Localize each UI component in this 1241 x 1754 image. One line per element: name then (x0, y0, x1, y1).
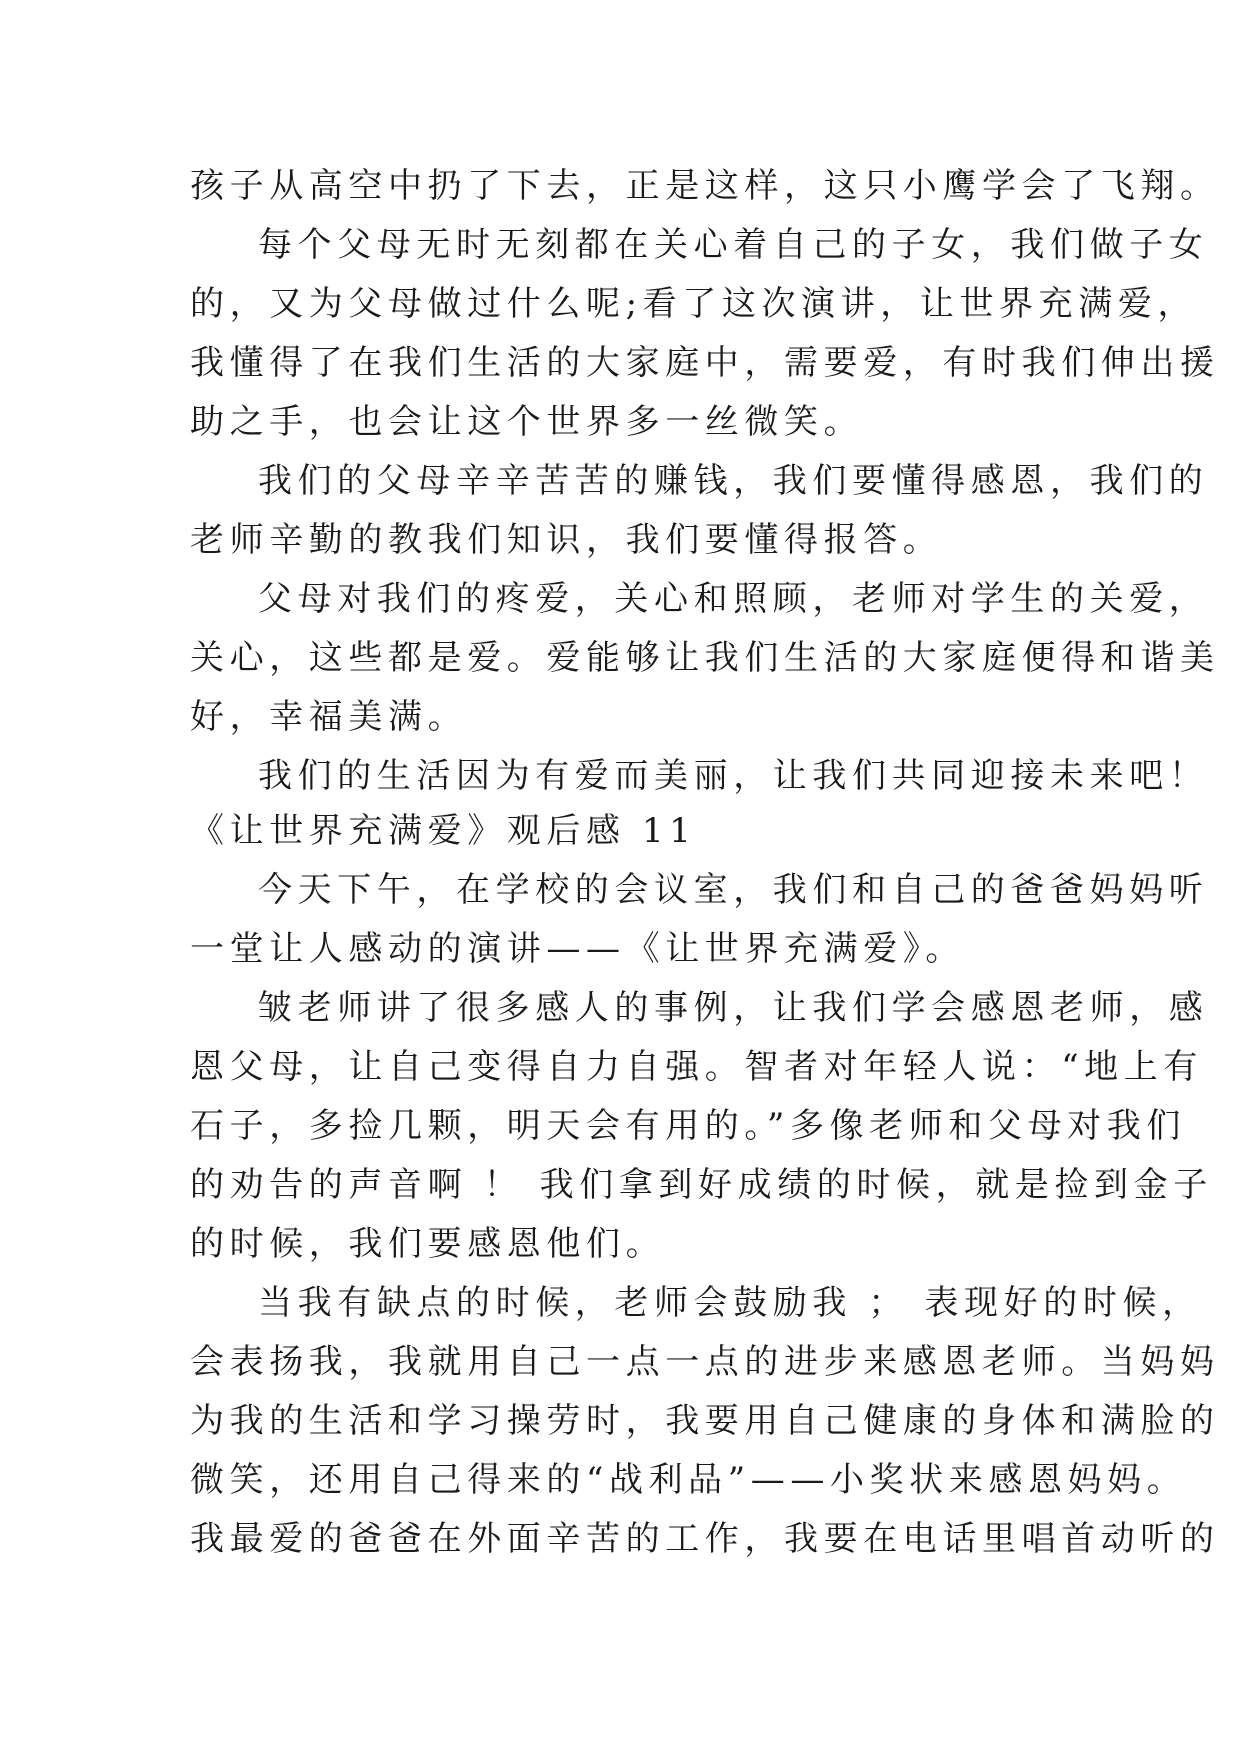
paragraph-first-line: 当我有缺点的时候，老师会鼓励我 ； 表现好的时候， (258, 1283, 1202, 1323)
text-line: 老师辛勤的教我们知识，我们要懂得报答。 (190, 520, 943, 560)
text-line: 助之手，也会让这个世界多一丝微笑。 (190, 402, 864, 442)
text-line: 一堂让人感动的演讲——《让世界充满爱》。 (190, 929, 965, 969)
text-line: 关心，这些都是爱。爱能够让我们生活的大家庭便得和谐美 (190, 638, 1220, 678)
paragraph-first-line: 每个父母无时无刻都在关心着自己的子女，我们做子女 (258, 225, 1209, 265)
paragraph-first-line: 今天下午，在学校的会议室，我们和自己的爸爸妈妈听 (258, 870, 1209, 910)
paragraph-first-line: 皱老师讲了很多感人的事例，让我们学会感恩老师，感 (258, 988, 1209, 1028)
text-line: 孩子从高空中扔了下去，正是这样，这只小鹰学会了飞翔。 (190, 166, 1220, 206)
paragraph-first-line: 父母对我们的疼爱，关心和照顾，老师对学生的关爱， (258, 579, 1209, 619)
paragraph-first-line: 我们的父母辛辛苦苦的赚钱，我们要懂得感恩，我们的 (258, 461, 1209, 501)
text-line: 恩父母，让自己变得自力自强。智者对年轻人说：“地上有 (190, 1047, 1203, 1087)
text-line: 的时候，我们要感恩他们。 (190, 1224, 666, 1264)
text-line: 的劝告的声音啊 ！ 我们拿到好成绩的时候，就是捡到金子 (190, 1165, 1213, 1205)
text-line: 石子，多捡几颗，明天会有用的。”多像老师和父母对我们 (190, 1106, 1186, 1146)
text-line: 为我的生活和学习操劳时，我要用自己健康的身体和满脸的 (190, 1401, 1220, 1441)
text-line: 好，幸福美满。 (190, 697, 468, 737)
text-line: 我最爱的爸爸在外面辛苦的工作，我要在电话里唱首动听的 (190, 1519, 1220, 1559)
section-heading: 《让世界充满爱》观后感 11 (190, 811, 697, 851)
text-line: 微笑，还用自己得来的“战利品”——小奖状来感恩妈妈。 (190, 1460, 1187, 1500)
text-line: 的，又为父母做过什么呢;看了这次演讲，让世界充满爱， (190, 284, 1198, 324)
paragraph-first-line: 我们的生活因为有爱而美丽，让我们共同迎接未来吧！ (258, 756, 1209, 796)
text-line: 会表扬我，我就用自己一点一点的进步来感恩老师。当妈妈 (190, 1342, 1220, 1382)
text-line: 我懂得了在我们生活的大家庭中，需要爱，有时我们伸出援 (190, 343, 1220, 383)
